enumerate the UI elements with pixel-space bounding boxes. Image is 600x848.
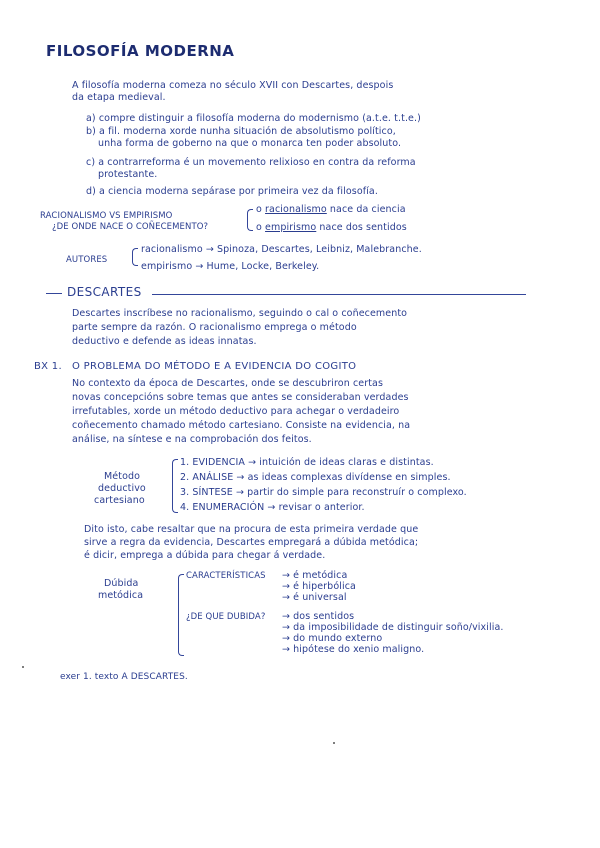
emp-line: o empirismo nace dos sentidos [256, 222, 407, 233]
doubt-item-2: → da imposibilidade de distinguir soño/vixilia. [282, 622, 504, 633]
method-label-2: deductivo [98, 483, 146, 494]
doubt-what-label: ¿DE QUE DUBIDA? [186, 612, 266, 622]
method-para-5: análise, na síntese e na comprobación dos feitos. [72, 434, 312, 445]
doubt-para-1: Dito isto, cabe resaltar que na procura de esta primeira verdade que [84, 524, 419, 535]
method-para-2: novas concepcións sobre temas que antes se consideraban verdades [72, 392, 409, 403]
method-step-2: 2. ANÁLISE → as ideas complexas divídense en simples. [180, 472, 451, 483]
authors-brace [132, 248, 138, 266]
point-a: a) compre distinguir a filosofía moderna do modernismo (a.t.e. t.t.e.) [86, 113, 421, 124]
block-label: BX 1. [34, 361, 62, 372]
method-label-3: cartesiano [94, 495, 145, 506]
doubt-char-2: → é hiperbólica [282, 581, 356, 592]
descartes-line-2: parte sempre da razón. O racionalismo emprega o método [72, 322, 357, 333]
rac-emp-brace [247, 209, 253, 231]
point-c: c) a contrarreforma é un movemento relixioso en contra da reforma [86, 157, 416, 168]
doubt-char-1: → é metódica [282, 570, 348, 581]
point-b-cont: unha forma de goberno na que o monarca ten poder absoluto. [98, 138, 402, 149]
doubt-brace [178, 574, 184, 656]
intro-line-1: A filosofía moderna comeza no século XVII con Descartes, despois [72, 80, 394, 91]
rac-emp-question: ¿DE ONDE NACE O COÑECEMENTO? [52, 222, 209, 232]
method-step-3: 3. SÍNTESE → partir do simple para reconstruír o complexo. [180, 487, 467, 498]
doubt-para-2: sirve a regra da evidencia, Descartes empregará a dúbida metódica; [84, 537, 419, 548]
point-b: b) a fil. moderna xorde nunha situación de absolutismo político, [86, 126, 396, 137]
method-para-3: irrefutables, xorde un método deductivo para achegar o verdadeiro [72, 406, 400, 417]
rac-line: o racionalismo nace da ciencia [256, 204, 406, 215]
rac-emp-label: RACIONALISMO VS EMPIRISMO [40, 211, 173, 221]
authors-rationalists: racionalismo → Spinoza, Descartes, Leibniz, Malebranche. [141, 244, 422, 255]
doubt-label-2: metódica [98, 590, 144, 601]
section-heading: DESCARTES [67, 285, 142, 299]
block-heading: O PROBLEMA DO MÉTODO E A EVIDENCIA DO COGITO [72, 361, 357, 372]
section-rule-right [152, 294, 526, 295]
doubt-label-1: Dúbida [104, 578, 139, 589]
point-d: d) a ciencia moderna sepárase por primeira vez da filosofía. [86, 186, 378, 197]
method-step-4: 4. ENUMERACIÓN → revisar o anterior. [180, 502, 365, 513]
descartes-line-1: Descartes inscríbese no racionalismo, seguindo o cal o coñecemento [72, 308, 408, 319]
doubt-char-label: CARACTERÍSTICAS [186, 571, 266, 581]
page-title: FILOSOFÍA MODERNA [46, 42, 235, 60]
intro-line-2: da etapa medieval. [72, 92, 166, 103]
stray-mark [22, 666, 24, 668]
method-label-1: Método [104, 471, 141, 482]
method-brace [172, 459, 178, 513]
stray-mark [333, 742, 335, 744]
authors-label: AUTORES [66, 255, 108, 265]
descartes-line-3: deductivo e defende as ideas innatas. [72, 336, 257, 347]
doubt-item-1: → dos sentidos [282, 611, 355, 622]
doubt-char-3: → é universal [282, 592, 347, 603]
method-para-4: coñecemento chamado método cartesiano. Consiste na evidencia, na [72, 420, 411, 431]
doubt-item-4: → hipótese do xenio maligno. [282, 644, 425, 655]
doubt-para-3: é dicir, emprega a dúbida para chegar á verdade. [84, 550, 326, 561]
doubt-item-3: → do mundo externo [282, 633, 383, 644]
authors-empiricists: empirismo → Hume, Locke, Berkeley. [141, 261, 320, 272]
method-para-1: No contexto da época de Descartes, onde se descubriron certas [72, 378, 384, 389]
footer-exercise: exer 1. texto A DESCARTES. [60, 672, 188, 682]
point-c-cont: protestante. [98, 169, 158, 180]
section-rule-left [46, 293, 62, 294]
method-step-1: 1. EVIDENCIA → intuición de ideas claras e distintas. [180, 457, 434, 468]
